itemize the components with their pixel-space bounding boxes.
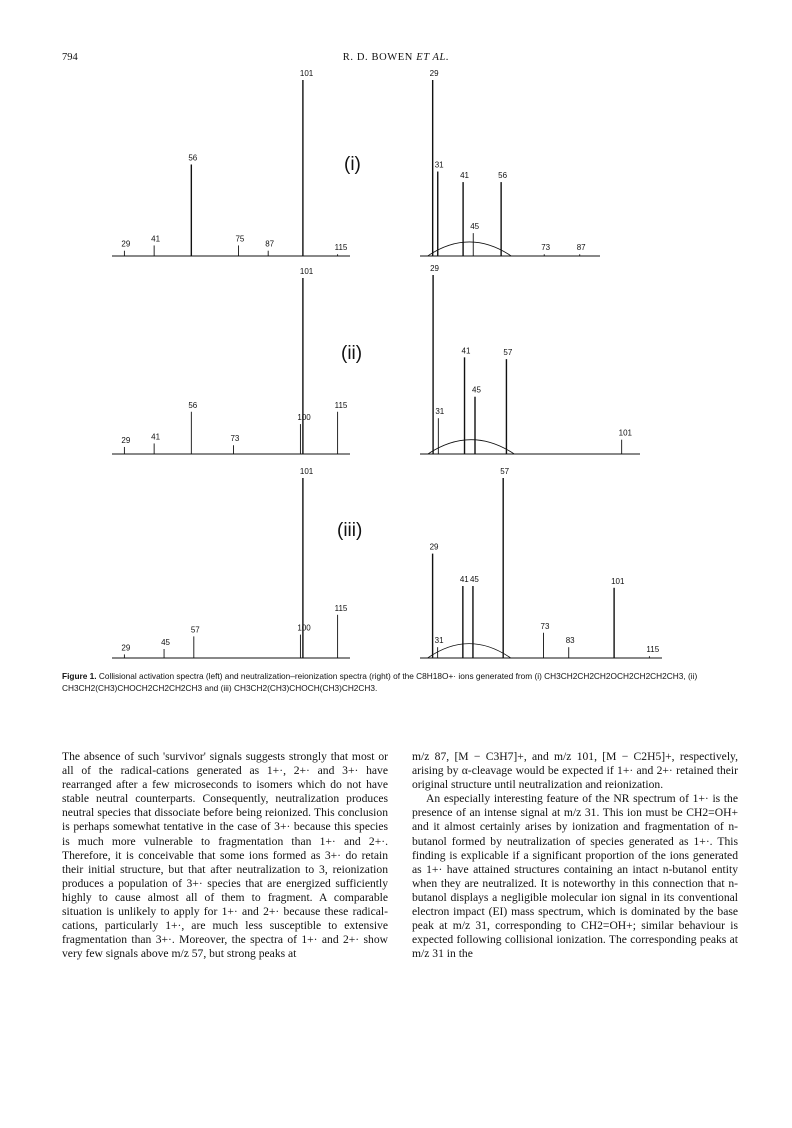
peak-label: 45 [161,638,170,647]
peak-label: 115 [334,603,348,613]
body-paragraph: m/z 87, [M − C3H7]+, and m/z 101, [M − C2H5]+, respectively, arising by α-cleavage would be expected if 1+· and 2+· retained their original structure until neutralization and reionization. [412,750,738,792]
peak-label: 101 [618,428,633,438]
peak-label: 41 [461,346,471,356]
peak-label: 57 [500,467,510,476]
peak-label: 57 [503,348,513,358]
peak-label: 115 [646,645,660,655]
peak-label: 29 [429,69,439,78]
peak-label: 57 [190,625,200,635]
peak-label: 29 [121,435,131,445]
spectrum-envelope [428,242,512,256]
figure-caption-label: Figure 1. [62,671,97,681]
figure-caption [62,670,742,694]
panel-label-ii: (ii) [341,343,363,364]
peak-label: 29 [121,643,131,653]
peak-label: 29 [430,264,440,273]
panel-label-iii: (iii) [337,520,363,541]
peak-label: 29 [429,542,439,552]
peak-label: 45 [469,575,479,584]
peak-label: 31 [434,160,444,170]
peak-label: 45 [470,222,480,232]
body-paragraph: An especially interesting feature of the NR spectrum of 1+· is the presence of an intense signal at m/z 31. This ion must be CH2=OH+ and it almost certainly arises by ionization and fragmentation of n-butanol formed by neutralization of species generated as 1+·. This finding is explicable if a significant proportion of the ions generated as 1+· have attained structures containing an intact n-butanol entity when they are neutralized. It is noteworthy in this connection that n-butanol displays a negligible molecular ion signal in its conventional electron impact (EI) mass spectrum, which is dominated by the base peak at m/z 31, corresponding to CH2=OH+; similar behaviour is expected following collisional ionization. The corresponding peaks at m/z 31 in the [412,792,738,961]
peak-label: 41 [460,171,470,181]
peak-label: 56 [188,400,198,410]
page-number: 794 [62,52,78,63]
peak-label: 29 [121,239,131,249]
peak-label: 100 [297,413,311,423]
peak-label: 75 [235,234,245,244]
peak-label: 101 [611,576,625,586]
peak-label: 41 [151,234,161,244]
peak-label: 83 [565,636,575,646]
peak-label: 45 [472,385,481,395]
body-paragraph: The absence of such 'survivor' signals suggests strongly that most or all of the radical-cations generated as 1+·, 2+· and 3+· have rearranged after a few microseconds to isomers which do not have stable neutral counterparts. Consequently, neutralization produces neutral species that dissociate before being reionized. This conclusion is perhaps somewhat tentative in the case of 3+· because this species is much more vulnerable to fragmentation than 1+· and 2+·. Therefore, it is conceivable that some ions formed as 3+· do retain their initial structure, but that after neutralization to 3, reionization produces a population of 3+· species that are energized sufficiently highly to cause almost all of them to fragment. A comparable situation is unlikely to apply for 1+· and 2+· because these radical-cations, particularly 1+·, are much less susceptible to extensive fragmentation than 3+·. Moreover, the spectra of 1+· and 2+· show very few signals above m/z 57, but strong peaks at [62,750,388,961]
peak-label: 73 [540,621,550,631]
peak-label: 100 [297,623,311,633]
peak-label: 73 [230,434,240,444]
spectrum-envelope [428,644,511,658]
peak-label: 87 [576,243,586,253]
peak-label: 41 [459,575,469,584]
running-head-authors: R. D. BOWEN [342,52,413,63]
running-head-etal: ET AL. [416,52,450,63]
peak-label: 56 [498,171,508,181]
peak-label: 115 [334,400,348,410]
peak-label: 31 [435,407,445,417]
peak-label: 101 [299,467,314,476]
peak-label: 41 [151,432,161,442]
peak-label: 87 [265,239,275,249]
peak-label: 73 [541,243,551,253]
peak-label: 31 [434,636,444,646]
peak-label: 56 [188,153,198,163]
body-right-column [412,750,738,961]
figure-caption-text: Collisional activation spectra (left) and neutralization–reionization spectra (right) of the C8H18O+· ions generated from (i) CH3CH2CH2CH2OCH2CH2CH2CH3, (ii) CH3CH2(CH3)CHOCH2CH2CH2CH3 and (iii) CH3CH2(CH3)CHOCH(CH3)CH2CH3. [62,671,698,693]
peak-label: 101 [299,69,314,78]
peak-label: 115 [334,243,348,253]
spectrum-envelope [428,440,514,454]
panel-label-i: (i) [344,154,361,175]
body-left-column [62,750,388,961]
peak-label: 101 [299,267,314,276]
